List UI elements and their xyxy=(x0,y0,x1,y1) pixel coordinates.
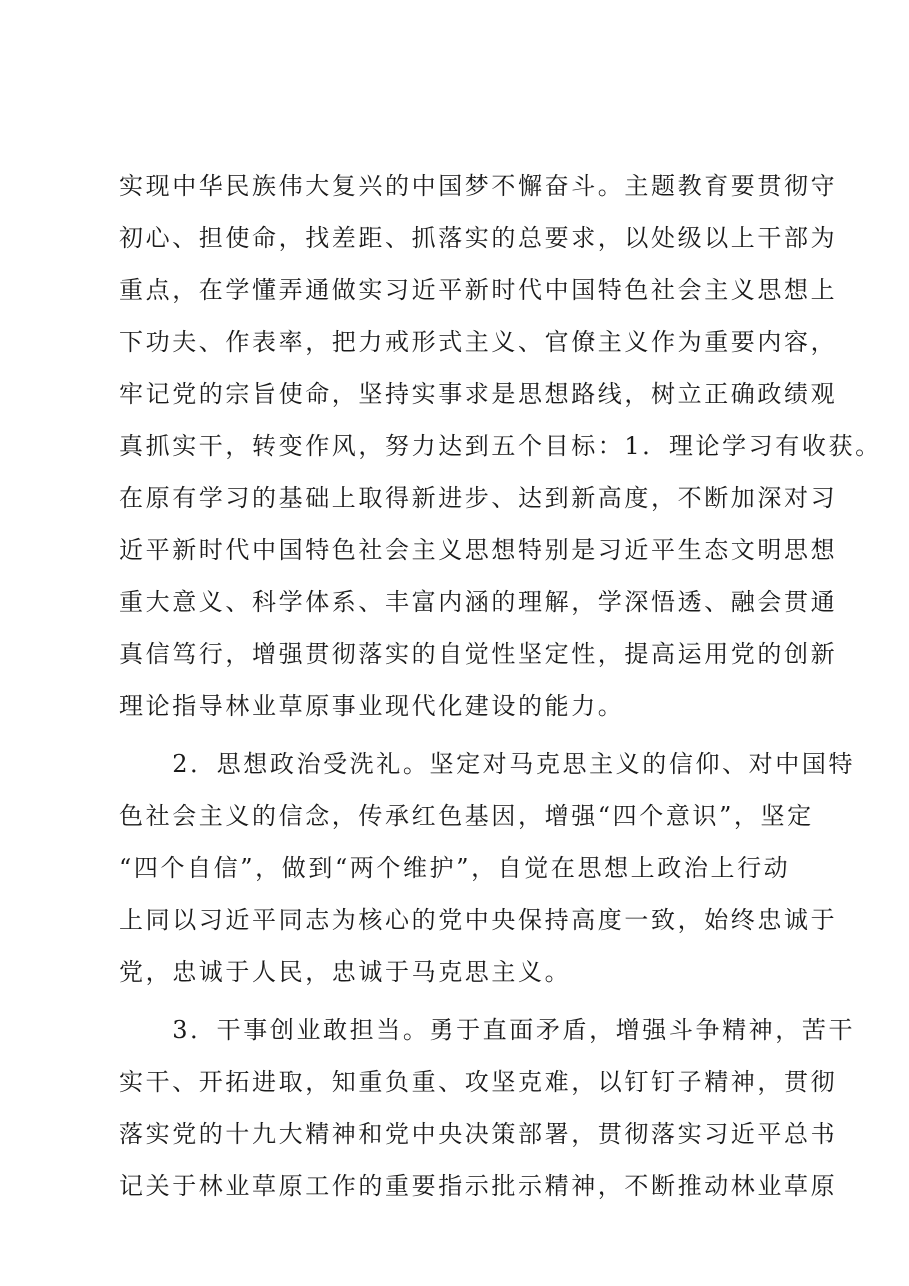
text-line: 真信笃行，增强贯彻落实的自觉性坚定性，提高运用党的创新 xyxy=(119,640,838,668)
text-line: 记关于林业草原工作的重要指示批示精神，不断推动林业草原 xyxy=(119,1172,838,1200)
paragraph-start-line: 2．思想政治受洗礼。坚定对马克思主义的信仰、对中国特 xyxy=(119,750,856,778)
text-line: 党，忠诚于人民，忠诚于马克思主义。 xyxy=(119,958,572,986)
text-line: 近平新时代中国特色社会主义思想特别是习近平生态文明思想 xyxy=(119,536,838,564)
text-line: 实现中华民族伟大复兴的中国梦不懈奋斗。主题教育要贯彻守 xyxy=(119,172,838,200)
document-body xyxy=(119,160,882,1212)
text-line: “四个自信”，做到“两个维护”，自觉在思想上政治上行动 xyxy=(119,854,791,882)
text-line: 实干、开拓进取，知重负重、攻坚克难，以钉钉子精神，贯彻 xyxy=(119,1068,838,1096)
text-line: 上同以习近平同志为核心的党中央保持高度一致，始终忠诚于 xyxy=(119,906,838,934)
paragraph-start-line: 3．干事创业敢担当。勇于直面矛盾，增强斗争精神，苦干 xyxy=(119,1016,856,1044)
text-line: 初心、担使命，找差距、抓落实的总要求，以处级以上干部为 xyxy=(119,224,838,252)
text-line: 下功夫、作表率，把力戒形式主义、官僚主义作为重要内容， xyxy=(119,328,838,356)
text-line: 在原有学习的基础上取得新进步、达到新高度，不断加深对习 xyxy=(119,484,838,512)
text-line: 理论指导林业草原事业现代化建设的能力。 xyxy=(119,692,625,720)
text-line: 牢记党的宗旨使命，坚持实事求是思想路线，树立正确政绩观 xyxy=(119,380,838,408)
text-line: 落实党的十九大精神和党中央决策部署，贯彻落实习近平总书 xyxy=(119,1120,838,1148)
text-line: 真抓实干，转变作风，努力达到五个目标：1．理论学习有收获。 xyxy=(119,432,882,460)
text-line: 重点，在学懂弄通做实习近平新时代中国特色社会主义思想上 xyxy=(119,276,838,304)
text-line: 色社会主义的信念，传承红色基因，增强“四个意识”，坚定 xyxy=(119,802,814,830)
text-line: 重大意义、科学体系、丰富内涵的理解，学深悟透、融会贯通 xyxy=(119,588,838,616)
